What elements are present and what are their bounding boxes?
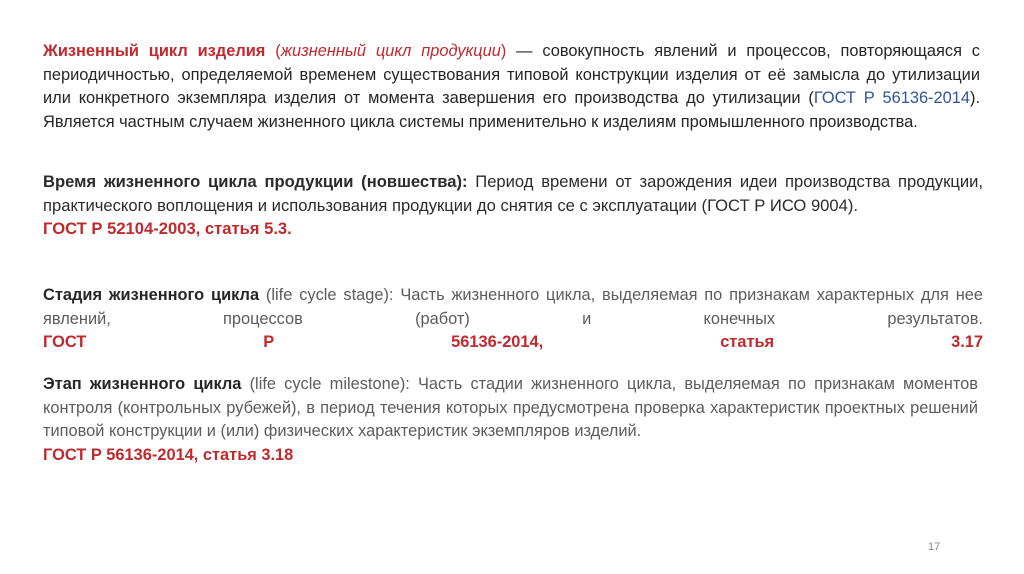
paragraph-life-cycle-time bbox=[43, 170, 983, 241]
gost-reference-inline: ГОСТ Р 56136-2014 bbox=[813, 89, 970, 107]
definition-text: (life cycle stage): Часть жизненного цикла, выделяемая по признакам характерных для нее явлений, процессов (работ) и конечных результатов. bbox=[43, 286, 983, 328]
definition-text-a: — совокупность явлений и процессов, повторяющаяся с периодичностью, определяемой временем существования типовой конструкции изделия от её замысла до утилизации или конкретного экземпляра изделия от момента завершения его производства до утилизации ( bbox=[43, 42, 980, 107]
term-life-cycle-stage: Стадия жизненного цикла bbox=[43, 286, 260, 304]
term-life-cycle-milestone: Этап жизненного цикла bbox=[43, 375, 242, 393]
term-life-cycle-time: Время жизненного цикла продукции (новшества): bbox=[43, 172, 468, 191]
gost-reference: ГОСТ Р 56136-2014, статья 3.18 bbox=[43, 445, 294, 464]
gost-reference: ГОСТ Р 56136-2014, статья 3.17 bbox=[43, 333, 983, 351]
definition-text-b: ). Является частным случаем жизненного цикла системы применительно к изделиям промышленного производства. bbox=[43, 89, 980, 131]
paragraph-life-cycle-stage bbox=[43, 284, 983, 355]
page-number: 17 bbox=[928, 541, 941, 553]
paragraph-life-cycle-milestone bbox=[43, 373, 978, 467]
gost-reference: ГОСТ Р 52104-2003, статья 5.3. bbox=[43, 219, 292, 238]
term-alt-production-life-cycle: жизненный цикл продукции bbox=[280, 42, 501, 60]
definition-text: (life cycle milestone): Часть стадии жизненного цикла, выделяемая по признакам моментов контроля (контрольных рубежей), в период течения которых предусмотрена проверка характеристик проектных решений типовой конструкции и (или) физических характеристик экземпляров изделий. bbox=[43, 375, 978, 440]
alt-open: ( bbox=[265, 42, 281, 60]
paragraph-product-life-cycle bbox=[43, 40, 980, 134]
alt-close: ) bbox=[500, 42, 507, 60]
term-product-life-cycle: Жизненный цикл изделия bbox=[43, 42, 266, 60]
definition-text: Период времени от зарождения идеи производства продукции, практического воплощения и использования продукции до снятия се с эксплуатации (ГОСТ Р ИСО 9004). bbox=[43, 172, 983, 215]
